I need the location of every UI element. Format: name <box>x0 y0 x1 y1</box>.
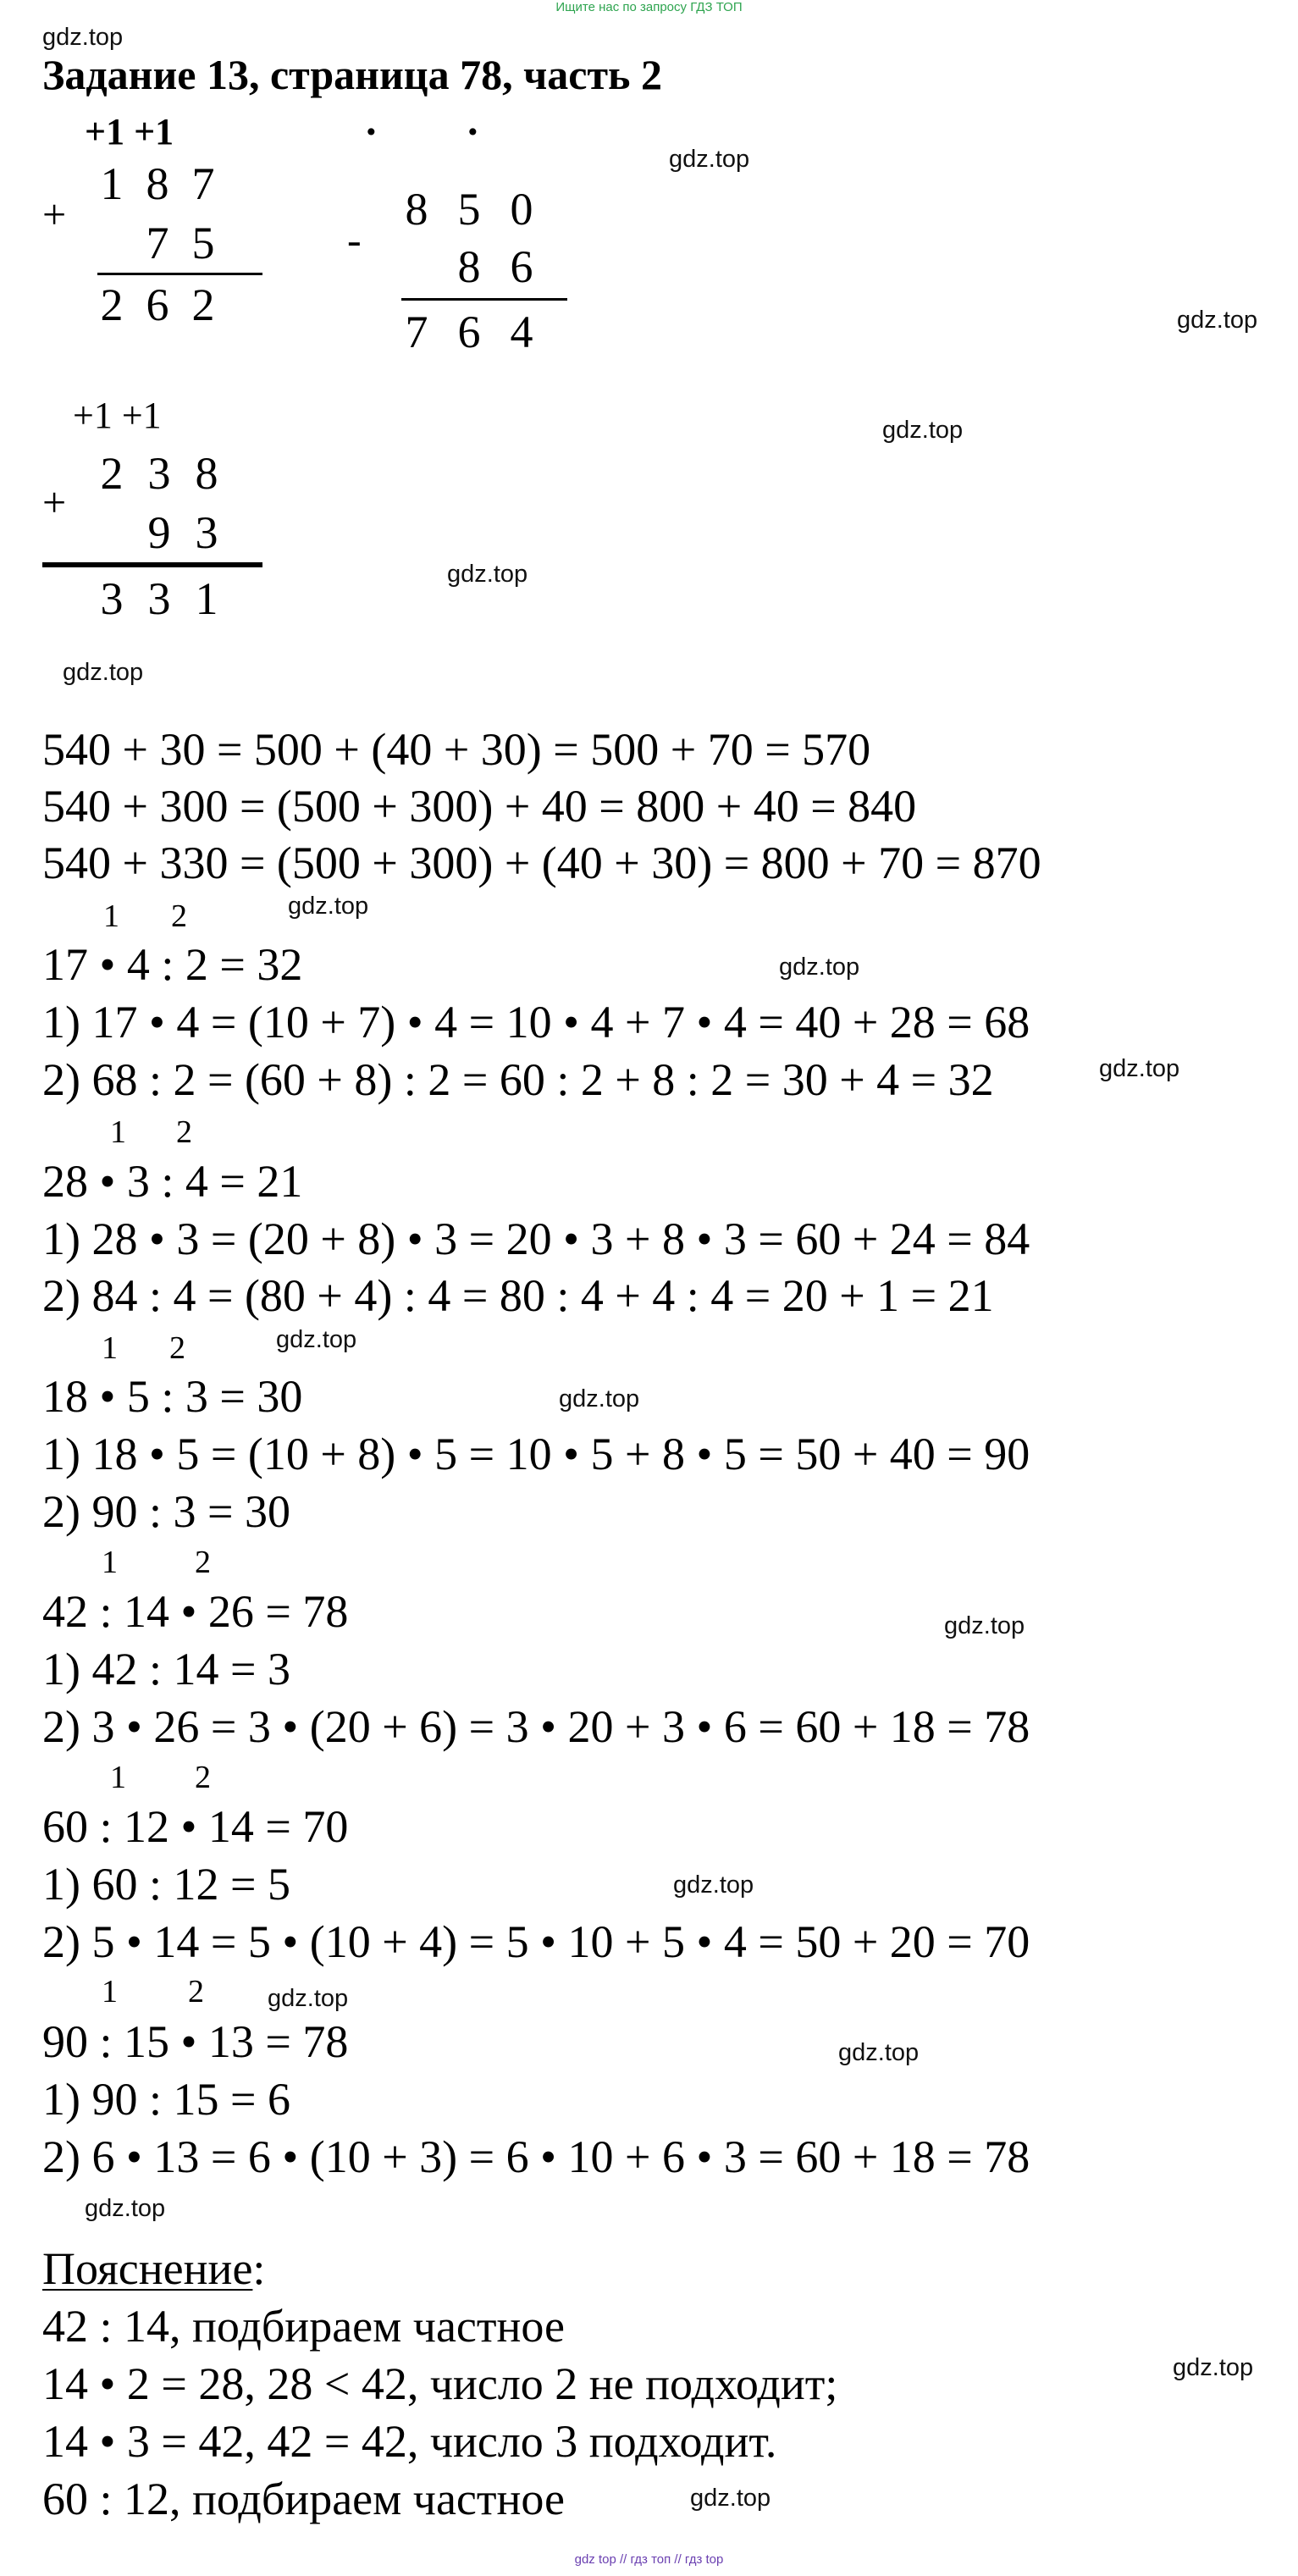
step-line: 1) 42 : 14 = 3 <box>42 1644 290 1694</box>
watermark: gdz.top <box>944 1612 1025 1639</box>
step-line: 2) 84 : 4 = (80 + 4) : 4 = 80 : 4 + 4 : 4 = 20 + 1 = 21 <box>42 1270 994 1321</box>
sum-line <box>42 562 262 567</box>
page-title: Задание 13, страница 78, часть 2 <box>42 51 662 98</box>
order-index: 1 <box>103 898 119 934</box>
plus-sign: + <box>42 191 67 238</box>
digit: 7 <box>191 158 215 209</box>
carry-marks: +1 +1 <box>73 395 162 436</box>
digit: 8 <box>146 158 169 209</box>
digit: 3 <box>195 507 218 558</box>
equation-line: 540 + 30 = 500 + (40 + 30) = 500 + 70 = 570 <box>42 724 871 775</box>
carry-marks: +1 +1 <box>85 111 174 152</box>
watermark: gdz.top <box>779 954 860 981</box>
explanation-heading <box>42 2243 266 2294</box>
step-line: 1) 17 • 4 = (10 + 7) • 4 = 10 • 4 + 7 • 4 = 40 + 28 = 68 <box>42 997 1030 1048</box>
explanation-heading-text: Пояснение <box>42 2243 253 2294</box>
explanation-line: 60 : 12, подбираем частное <box>42 2474 566 2524</box>
order-index: 1 <box>102 1974 118 2009</box>
digit: 6 <box>510 241 533 292</box>
digit: 8 <box>457 241 481 292</box>
digit: 3 <box>100 573 124 624</box>
watermark: gdz.top <box>1099 1055 1180 1082</box>
plus-sign: + <box>42 478 67 526</box>
sum-line <box>97 273 262 275</box>
borrow-mark: · <box>364 108 378 155</box>
digit: 7 <box>146 218 169 268</box>
step-line: 2) 6 • 13 = 6 • (10 + 3) = 6 • 10 + 6 • 3 = 60 + 18 = 78 <box>42 2131 1030 2182</box>
expression: 28 • 3 : 4 = 21 <box>42 1156 303 1207</box>
difference-line <box>401 298 567 301</box>
equation-line: 540 + 330 = (500 + 300) + (40 + 30) = 800 + 70 = 870 <box>42 837 1041 888</box>
borrow-mark: · <box>466 108 480 155</box>
explanation-colon: : <box>252 2243 266 2294</box>
digit: 1 <box>195 573 218 624</box>
watermark: gdz.top <box>1177 307 1258 334</box>
bottom-site-links[interactable]: gdz top // гдз топ // гдз top <box>574 2552 724 2567</box>
watermark: gdz.top <box>673 1871 754 1899</box>
watermark: gdz.top <box>42 24 124 51</box>
order-index: 2 <box>188 1974 204 2009</box>
top-search-link[interactable]: Ищите нас по запросу ГДЗ ТОП <box>555 0 743 14</box>
order-index: 2 <box>195 1760 211 1795</box>
explanation-line: 14 • 2 = 28, 28 < 42, число 2 не подходит; <box>42 2358 838 2409</box>
digit: 8 <box>405 184 428 235</box>
order-index: 1 <box>102 1330 118 1366</box>
minus-sign: - <box>347 216 362 263</box>
watermark: gdz.top <box>85 2195 166 2222</box>
watermark: gdz.top <box>63 659 144 686</box>
step-line: 1) 18 • 5 = (10 + 8) • 5 = 10 • 5 + 8 • 5 = 50 + 40 = 90 <box>42 1429 1030 1479</box>
digit: 8 <box>195 448 218 499</box>
digit: 1 <box>100 158 124 209</box>
expression: 90 : 15 • 13 = 78 <box>42 2016 349 2067</box>
digit: 5 <box>191 218 215 268</box>
watermark: gdz.top <box>268 1985 349 2012</box>
watermark: gdz.top <box>559 1385 640 1412</box>
digit: 2 <box>191 279 215 330</box>
order-index: 2 <box>176 1114 192 1150</box>
watermark: gdz.top <box>276 1326 357 1353</box>
watermark: gdz.top <box>838 2039 920 2066</box>
watermark: gdz.top <box>882 417 964 444</box>
step-line: 2) 5 • 14 = 5 • (10 + 4) = 5 • 10 + 5 • 4 = 50 + 20 = 70 <box>42 1916 1030 1967</box>
watermark: gdz.top <box>690 2485 771 2512</box>
watermark: gdz.top <box>1173 2354 1254 2381</box>
watermark: gdz.top <box>669 146 750 173</box>
order-index: 1 <box>110 1760 126 1795</box>
step-line: 1) 28 • 3 = (20 + 8) • 3 = 20 • 3 + 8 • 3 = 60 + 24 = 84 <box>42 1213 1030 1264</box>
explanation-line: 42 : 14, подбираем частное <box>42 2301 566 2352</box>
digit: 6 <box>146 279 169 330</box>
expression: 17 • 4 : 2 = 32 <box>42 939 303 990</box>
explanation-line: 14 • 3 = 42, 42 = 42, число 3 подходит. <box>42 2416 777 2467</box>
step-line: 2) 90 : 3 = 30 <box>42 1486 290 1537</box>
digit: 2 <box>100 279 124 330</box>
order-index: 1 <box>102 1545 118 1580</box>
expression: 60 : 12 • 14 = 70 <box>42 1801 349 1852</box>
order-index: 2 <box>171 898 187 934</box>
step-line: 1) 90 : 15 = 6 <box>42 2074 290 2125</box>
step-line: 2) 68 : 2 = (60 + 8) : 2 = 60 : 2 + 8 : 2 = 30 + 4 = 32 <box>42 1054 994 1105</box>
digit: 9 <box>147 507 171 558</box>
digit: 6 <box>457 307 481 357</box>
step-line: 2) 3 • 26 = 3 • (20 + 6) = 3 • 20 + 3 • 6 = 60 + 18 = 78 <box>42 1701 1030 1752</box>
order-index: 2 <box>195 1545 211 1580</box>
digit: 5 <box>457 184 481 235</box>
order-index: 1 <box>110 1114 126 1150</box>
digit: 3 <box>147 448 171 499</box>
digit: 7 <box>405 307 428 357</box>
watermark: gdz.top <box>288 893 369 920</box>
expression: 42 : 14 • 26 = 78 <box>42 1586 349 1637</box>
step-line: 1) 60 : 12 = 5 <box>42 1859 290 1910</box>
equation-line: 540 + 300 = (500 + 300) + 40 = 800 + 40 = 840 <box>42 781 917 832</box>
watermark: gdz.top <box>447 561 528 588</box>
digit: 3 <box>147 573 171 624</box>
digit: 0 <box>510 184 533 235</box>
digit: 2 <box>100 448 124 499</box>
digit: 4 <box>510 307 533 357</box>
expression: 18 • 5 : 3 = 30 <box>42 1371 303 1422</box>
order-index: 2 <box>169 1330 185 1366</box>
